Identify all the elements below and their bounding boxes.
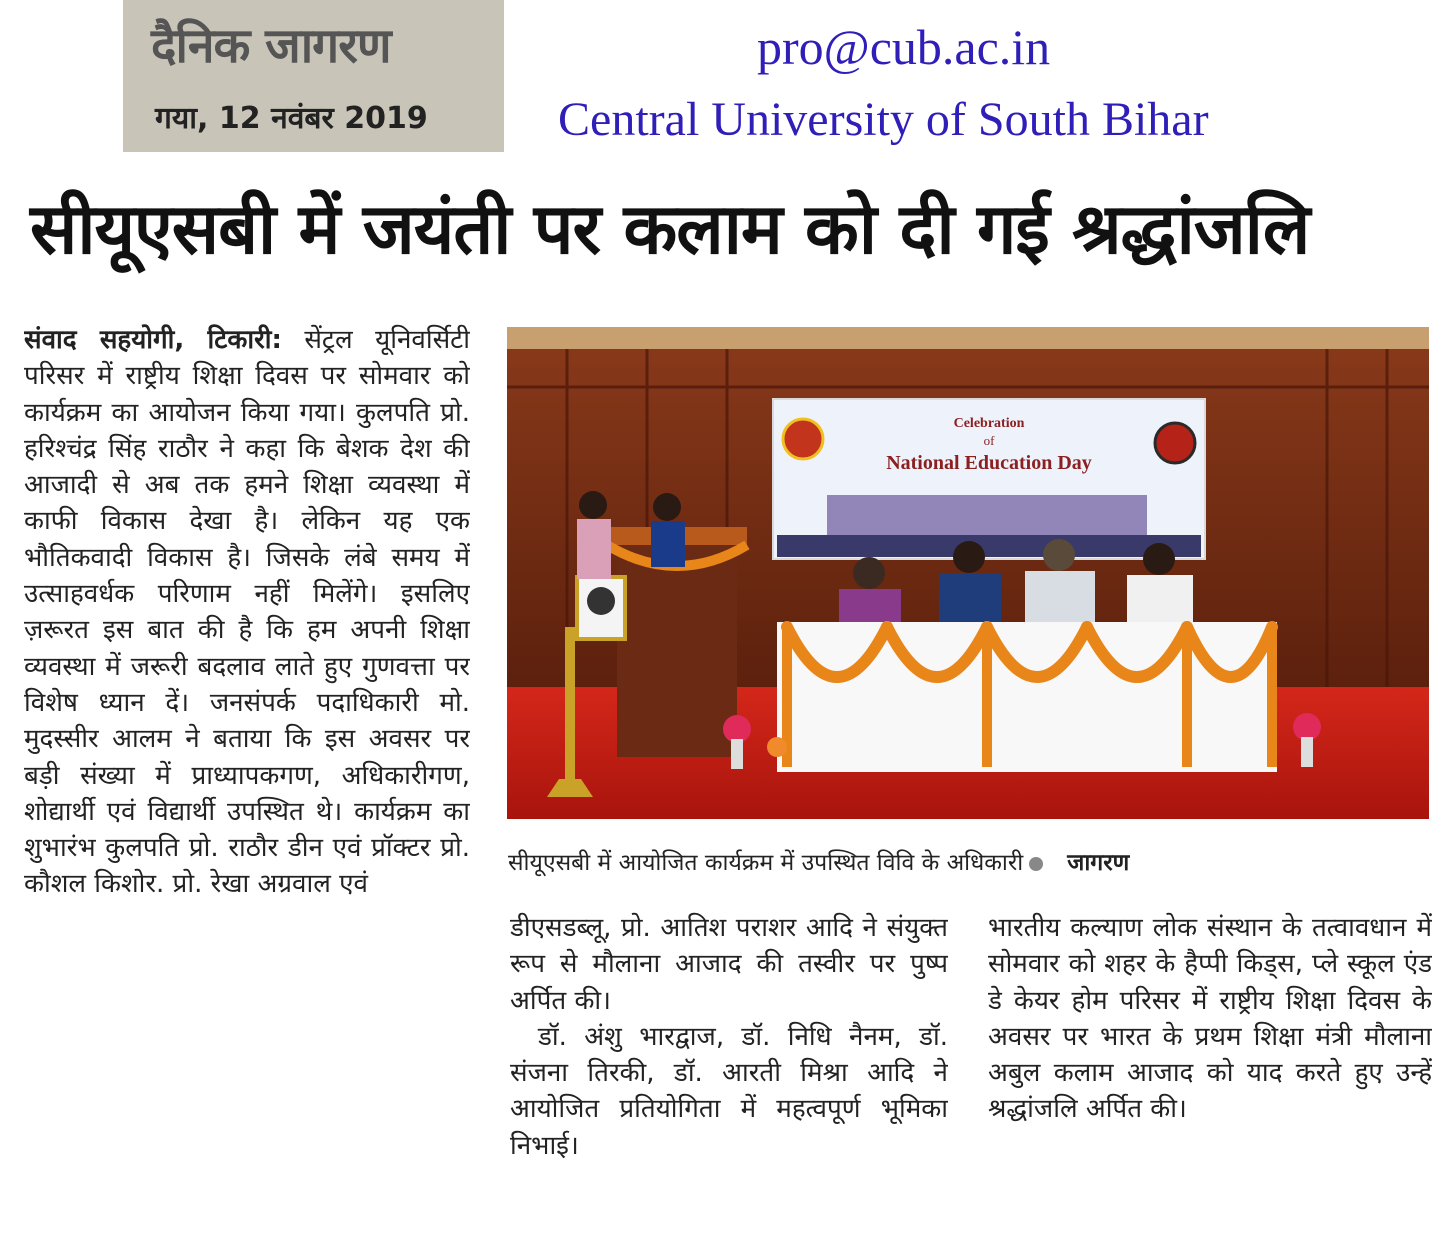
- article-column-3: [988, 910, 1432, 1240]
- column-1-text: सेंट्रल यूनिवर्सिटी परिसर में राष्ट्रीय शिक्षा दिवस पर सोमवार को कार्यक्रम का आयोजन किया गया। कुलपति प्रो. हरिश्चंद्र सिंह राठौर ने कहा कि बेशक देश की आजादी से अब तक हमने शिक्षा व्यवस्था में काफी विकास देखा है। लेकिन यह एक भौतिकवादी विकास है। जिसके लंबे समय में उत्साहवर्धक परिणाम नहीं मिलेंगे। इसलिए ज़रूरत इस बात की है कि हम अपनी शिक्षा व्यवस्था में जरूरी बदलाव लाते हुए गुणवत्ता पर विशेष ध्यान दें। जनसंपर्क पदाधिकारी मो. मुदस्सीर आलम ने बताया कि इस अवसर पर बड़ी संख्या में प्राध्यापकगण, अधिकारीगण, शोद्यार्थी एवं विद्यार्थी उपस्थित थे। कार्यक्रम का शुभारंभ कुलपति प्रो. राठौर डीन एवं प्रॉक्टर प्रो. कौशल किशोर. प्रो. रेखा अग्रवाल एवं: [24, 325, 470, 900]
- article-byline: संवाद सहयोगी, टिकारी:: [24, 325, 282, 355]
- svg-text:of: of: [983, 433, 995, 448]
- svg-text:Celebration: Celebration: [953, 416, 1025, 431]
- column-2-paragraph-2: डॉ. अंशु भारद्वाज, डॉ. निधि नैनम, डॉ. संजना तिरकी, डॉ. आरती मिश्रा आदि ने आयोजित प्रतियोगिता में महत्वपूर्ण भूमिका निभाई।: [510, 1021, 948, 1161]
- photo-credit: जागरण: [1067, 850, 1130, 876]
- article-headline: सीयूएसबी में जयंती पर कलाम को दी गई श्रद्धांजलि: [30, 188, 1310, 270]
- svg-text:National Education Day: National Education Day: [886, 452, 1092, 474]
- newspaper-masthead: [123, 0, 504, 152]
- bullet-dot-icon: [1029, 857, 1043, 871]
- newspaper-name: दैनिक जागरण: [151, 18, 391, 74]
- column-3-text: भारतीय कल्याण लोक संस्थान के तत्वावधान में सोमवार को शहर के हैप्पी किड्स, प्ले स्कूल एंड डे केयर होम परिसर में राष्ट्रीय शिक्षा दिवस के अवसर पर भारत के प्रथम शिक्षा मंत्री मौलाना अबुल कलाम आजाद को याद करते हुए उन्हें श्रद्धांजलि अर्पित की।: [988, 913, 1432, 1125]
- pro-email[interactable]: pro@cub.ac.in: [757, 19, 1051, 75]
- caption-text: सीयूएसबी में आयोजित कार्यक्रम में उपस्थित विवि के अधिकारी: [508, 850, 1024, 876]
- article-column-1: [24, 322, 470, 1232]
- column-2-paragraph-1: डीएसडब्लू, प्रो. आतिश पराशर आदि ने संयुक्त रूप से मौलाना आजाद की तस्वीर पर पुष्प अर्पित की।: [510, 913, 948, 1016]
- dateline: गया, 12 नवंबर 2019: [155, 101, 428, 136]
- article-column-2: [510, 910, 948, 1240]
- event-photo: [507, 327, 1429, 819]
- event-banner: [773, 399, 1205, 559]
- event-photo-illustration: [507, 327, 1429, 819]
- photo-caption: [508, 845, 1428, 877]
- dais-table: [777, 622, 1277, 772]
- university-name: Central University of South Bihar: [558, 93, 1209, 146]
